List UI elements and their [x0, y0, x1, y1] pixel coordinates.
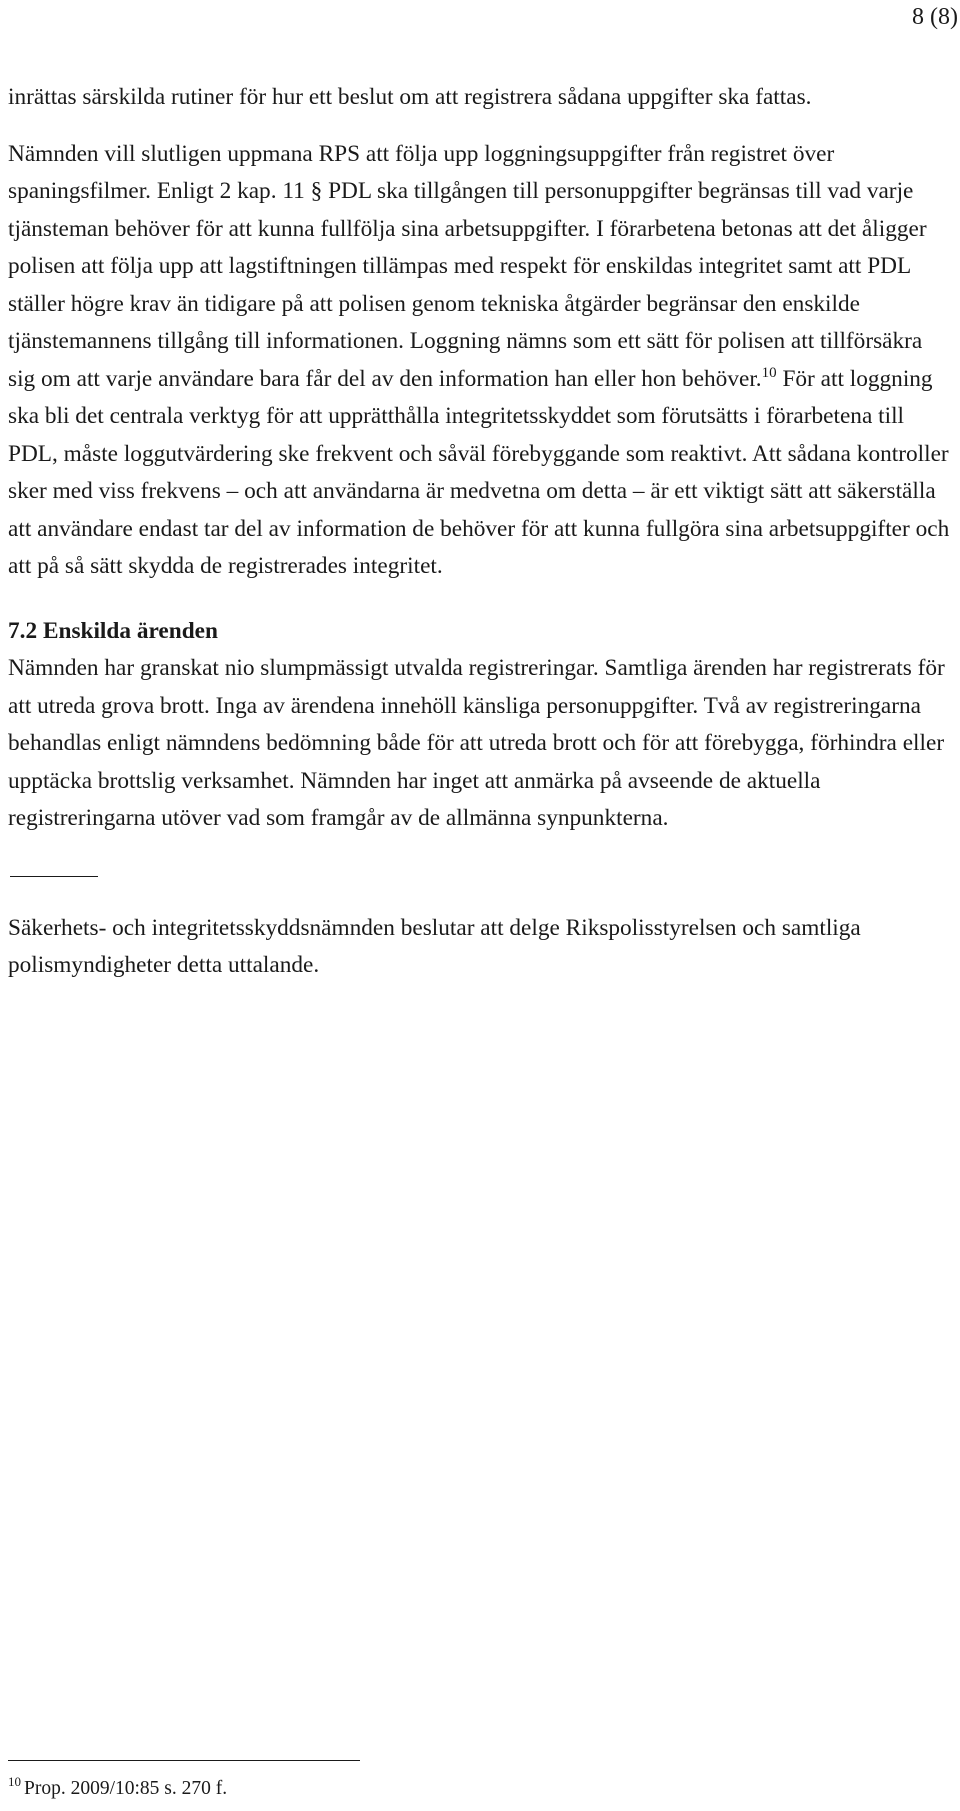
section-heading: 7.2 Enskilda ärenden — [8, 617, 218, 644]
closing-statement: Säkerhets- och integritetsskyddsnämnden beslutar att delge Rikspolisstyrelsen och samtliga polismyndigheter detta uttalande. — [8, 914, 861, 978]
separator — [8, 876, 953, 877]
footnote-reference[interactable]: 10 — [761, 364, 777, 381]
document-body — [8, 79, 953, 985]
short-rule-divider — [10, 876, 98, 877]
paragraph-logging-part1: Nämnden vill slutligen uppmana RPS att följa upp loggningsuppgifter från registret över spaningsfilmer. Enligt 2 kap. 11 § PDL ska tillgången till personuppgifter begränsas till vad varje tjänsteman behöver för att kunna fullfölja sina arbetsuppgifter. I förarbetena betonas att det åligger polisen att följa upp att lagstiftningen tillämpas med respekt för enskildas integritet samt att PDL ställer högre krav än tidigare på att polisen genom tekniska åtgärder begränsar den enskilde tjänstemannens tillgång till informationen. Loggning nämns som ett sätt för polisen att tillförsäkra sig om att varje användare bara får del av den information han eller hon behöver. — [8, 140, 927, 392]
footnote-divider — [8, 1760, 360, 1761]
page-number: 8 (8) — [912, 4, 958, 30]
paragraph-continuation: inrättas särskilda rutiner för hur ett beslut om att registrera sådana uppgifter ska fattas. — [8, 84, 812, 110]
footnote-text: Prop. 2009/10:85 s. 270 f. — [24, 1778, 228, 1799]
paragraph-logging — [8, 136, 953, 586]
paragraph-logging-part2: För att loggning ska bli det centrala verktyg för att upprätthålla integritetsskyddet som förutsätts i förarbetena till PDL, måste loggutvärdering ske frekvent och såväl förebyggande som reaktivt. Att sådana kontroller sker med viss frekvens – och att användarna är medvetna om detta – är ett viktigt sätt att säkerställa att användare endast tar del av information de behöver för att kunna fullgöra sina arbetsuppgifter och att på så sätt skydda de registrerades integritet. — [8, 365, 950, 579]
footnote-number: 10 — [8, 1774, 21, 1789]
footnote — [8, 1774, 227, 1804]
paragraph-individual-cases: Nämnden har granskat nio slumpmässigt utvalda registreringar. Samtliga ärenden har registrerats för att utreda grova brott. Inga av ärendena innehöll känsliga personuppgifter. Två av registreringarna behandlas enligt nämndens bedömning både för att utreda brott och för att förebygga, förhindra eller upptäcka brottslig verksamhet. Nämnden har inget att anmärka på avseende de aktuella registreringarna utöver vad som framgår av de allmänna synpunkterna. — [8, 655, 945, 831]
